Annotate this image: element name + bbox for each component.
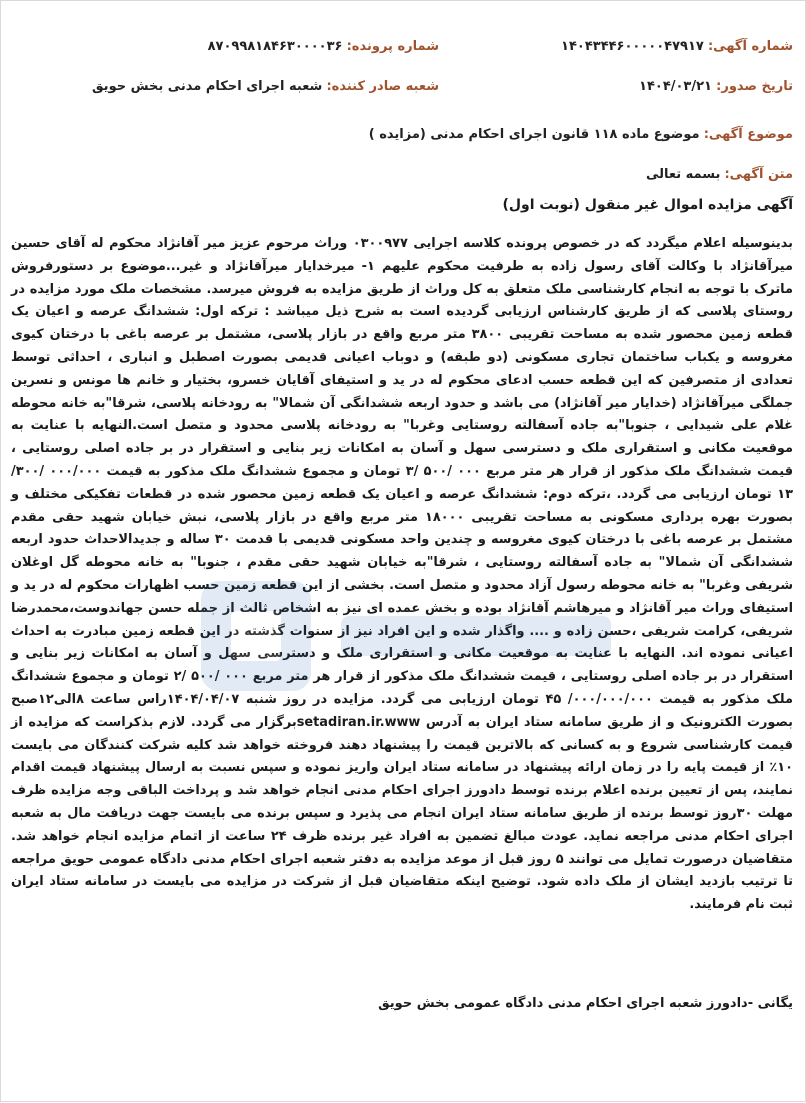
issuing-branch-value: شعبه اجرای احکام مدنی بخش حویق bbox=[91, 79, 323, 94]
ad-number-value: ۱۴۰۴۳۴۴۶۰۰۰۰۰۴۷۹۱۷ bbox=[561, 39, 704, 54]
issuing-branch-row bbox=[92, 79, 439, 94]
subject-value: موضوع ماده ۱۱۸ قانون اجرای احکام مدنی (مزایده ) bbox=[368, 127, 700, 142]
issue-date-value: ۱۴۰۴/۰۳/۲۱ bbox=[639, 79, 712, 94]
case-number-value: ۸۷۰۹۹۸۱۸۴۶۳۰۰۰۰۳۶ bbox=[207, 39, 343, 54]
issuing-branch-label: شعبه صادر کننده: bbox=[326, 79, 439, 94]
notice-heading: آگهی مزایده اموال غیر منقول (نوبت اول) bbox=[502, 197, 793, 213]
body-part-1: بدینوسیله اعلام میگردد که در خصوص پرونده کلاسه اجرایی ۰۳۰۰۹۷۷ وراث مرحوم عزیز میر آقانژاد محکوم له آقای حسین میرآقانژاد با وکالت آقای رسول زاده به طرفیت محکوم علیهم ۱- میرخدایار میرآقانژاد و غیر...موضوع بر دستورفروش ماترک با توجه به انجام کارشناسی ملک متعلق به کل وراث از طریق مزایده به فروش میرسد. مشخصات ملک مورد مزایده در روستای پلاسی که از طریق کارشناس ارزیابی گردیده است به شرح ذیل میباشد : ترکه اول: ششدانگ عرصه و اعیان یک قطعه زمین محصور شده به مساحت تقریبی ۳۸۰۰ متر مربع واقع در بازار پلاسی، مشتمل بر عرصه باغی با درختان کیوی مغروسه و یکباب ساختمان تجاری مسکونی (دو طبقه) و دوباب اعیانی قدیمی بصورت اصطبل و انباری ، احداثی توسط تعدادی از متصرفین که این قطعه حسب ادعای محکوم له در ید و استیفای آقایان خسرو، بختیار و خانم ها مونس و نسرین جملگی میرآقانژاد (خدایار میر آقانژاد) می باشد و حدود اربعه ششدانگی آن شمالا" به رودخانه پلاسی، شرقا"به خانه محوطه غلام علی شیدایی ، جنوبا"به جاده آسفالته روستایی وغربا" به رودخانه پلاسی محدود و متصل است.النهایه با عنایت به موقعیت مکانی و استقراری ملک و دسترسی سهل و آسان به امکانات زیر بنایی و استقرار در بر جاده اصلی روستایی ، قیمت ششدانگ ملک مذکور از قرار هر متر مربع ۰۰۰ /۵۰۰ /۳ تومان و مجموع ششدانگ ملک مذکور به قیمت ۰۰۰/۰۰۰ /۳۰۰/ ۱۳ تومان ارزیابی می گردد. ،ترکه دوم: ششدانگ عرصه و اعیان یک قطعه زمین محصور شده در قطعات تفکیکی مختلف و بصورت بهره برداری مسکونی به مساحت تقریبی ۱۸۰۰۰ متر مربع واقع در بازار پلاسی، نبش خیابان شهید حقی مقدم مشتمل بر عرصه باغی با درختان کیوی مغروسه و چندین واحد مسکونی قدیمی با قدمت ۳۰ ساله و جدیدالاحداث حدود اربعه ششدانگی آن شمالا" به جاده آسفالته روستایی ، شرقا"به خیابان شهید حقی مقدم ، جنوبا" به خانه محوطه گل اوغلان شریفی وغربا" به خانه محوطه رسول آزاد محدود و متصل است. بخشی از این قطعه زمین حسب اظهارات محکوم له در ید و استیفای وراث میر آقانژاد و میرهاشم آقانژاد بوده و بخش عمده ای نیز به اشخاص ثالث از جمله حسن جهاندوست،محمدرضا شریفی، کرامت شریفی ،حسن زاده و .... واگذار شده و این افراد نیز از سنوات گذشته در این قطعه زمین مبادرت به احداث اعیانی نموده اند. النهایه با عنایت به موقعیت مکانی و استقراری ملک و دسترسی سهل و آسان به امکانات زیر بنایی و استقرار در بر جاده اصلی روستایی ، قیمت ششدانگ ملک مذکور از قرار هر متر مربع ۰۰۰ /۵۰۰ /۲ تومان و مجموع ششدانگ ملک مذکور به قیمت ۰۰۰/۰۰۰/۰۰۰/ ۴۵ تومان ارزیابی می گردد. مزایده در روز شنبه ۱۴۰۴/۰۴/۰۷راس ساعت ۸الی۱۲صبح بصورت الکترونیک و از طریق سامانه ستاد ایران به آدرس bbox=[11, 236, 794, 730]
subject-label: موضوع آگهی: bbox=[703, 127, 793, 142]
case-number-row bbox=[208, 39, 439, 54]
issue-date-label: تاریخ صدور: bbox=[716, 79, 793, 94]
text-label: متن آگهی: bbox=[724, 167, 793, 182]
scrollbar[interactable] bbox=[795, 1, 805, 1103]
setadiran-link[interactable]: setadiran.ir.www bbox=[296, 714, 421, 730]
ad-number-row bbox=[561, 39, 793, 54]
subject-row bbox=[369, 127, 793, 142]
ad-number-label: شماره آگهی: bbox=[707, 39, 793, 54]
signature: یگانی -دادورز شعبه اجرای احکام مدنی دادگاه عمومی بخش حویق bbox=[378, 996, 793, 1011]
text-row bbox=[646, 167, 793, 182]
issue-date-row bbox=[639, 79, 793, 94]
case-number-label: شماره پرونده: bbox=[346, 39, 439, 54]
body-part-2: برگزار می گردد. لازم بذکراست که مزایده از قیمت کارشناسی شروع و به کسانی که بالاترین قیمت را پیشنهاد دهند فروخته خواهد شد کلیه شرکت کنندگان می بایست ۱۰٪ از قیمت پایه را در زمان ارائه پیشنهاد در سامانه ستاد ایران واریز نموده و سپس نسبت به ارسال پیشنهاد قیمت اقدام نمایند، پس از تعیین برنده اعلام برنده توسط دادورز اجرای احکام مدنی انجام خواهد شد و پرداخت الباقی وجه مزایده ظرف مهلت ۳۰روز توسط برنده از طریق سامانه ستاد ایران انجام می پذیرد و سپس برنده می بایست جهت دریافت مال به شعبه اجرای احکام مدنی مراجعه نماید. عودت مبالغ تضمین به افراد غیر برنده ظرف ۲۴ ساعت از اتمام مزایده انجام خواهد شد. متقاضیان درصورت تمایل می توانند ۵ روز قبل از موعد مزایده به دفتر شعبه اجرای احکام مدنی دادگاه عمومی حویق مراجعه تا ترتیب بازدید ایشان از ملک داده شود. توضیح اینکه متقاضیان قبل از شرکت در مزایده می بایست در سامانه ستاد ایران ثبت نام فرمایند. bbox=[11, 714, 794, 913]
text-value: بسمه تعالی bbox=[645, 167, 721, 182]
notice-body bbox=[11, 233, 793, 917]
